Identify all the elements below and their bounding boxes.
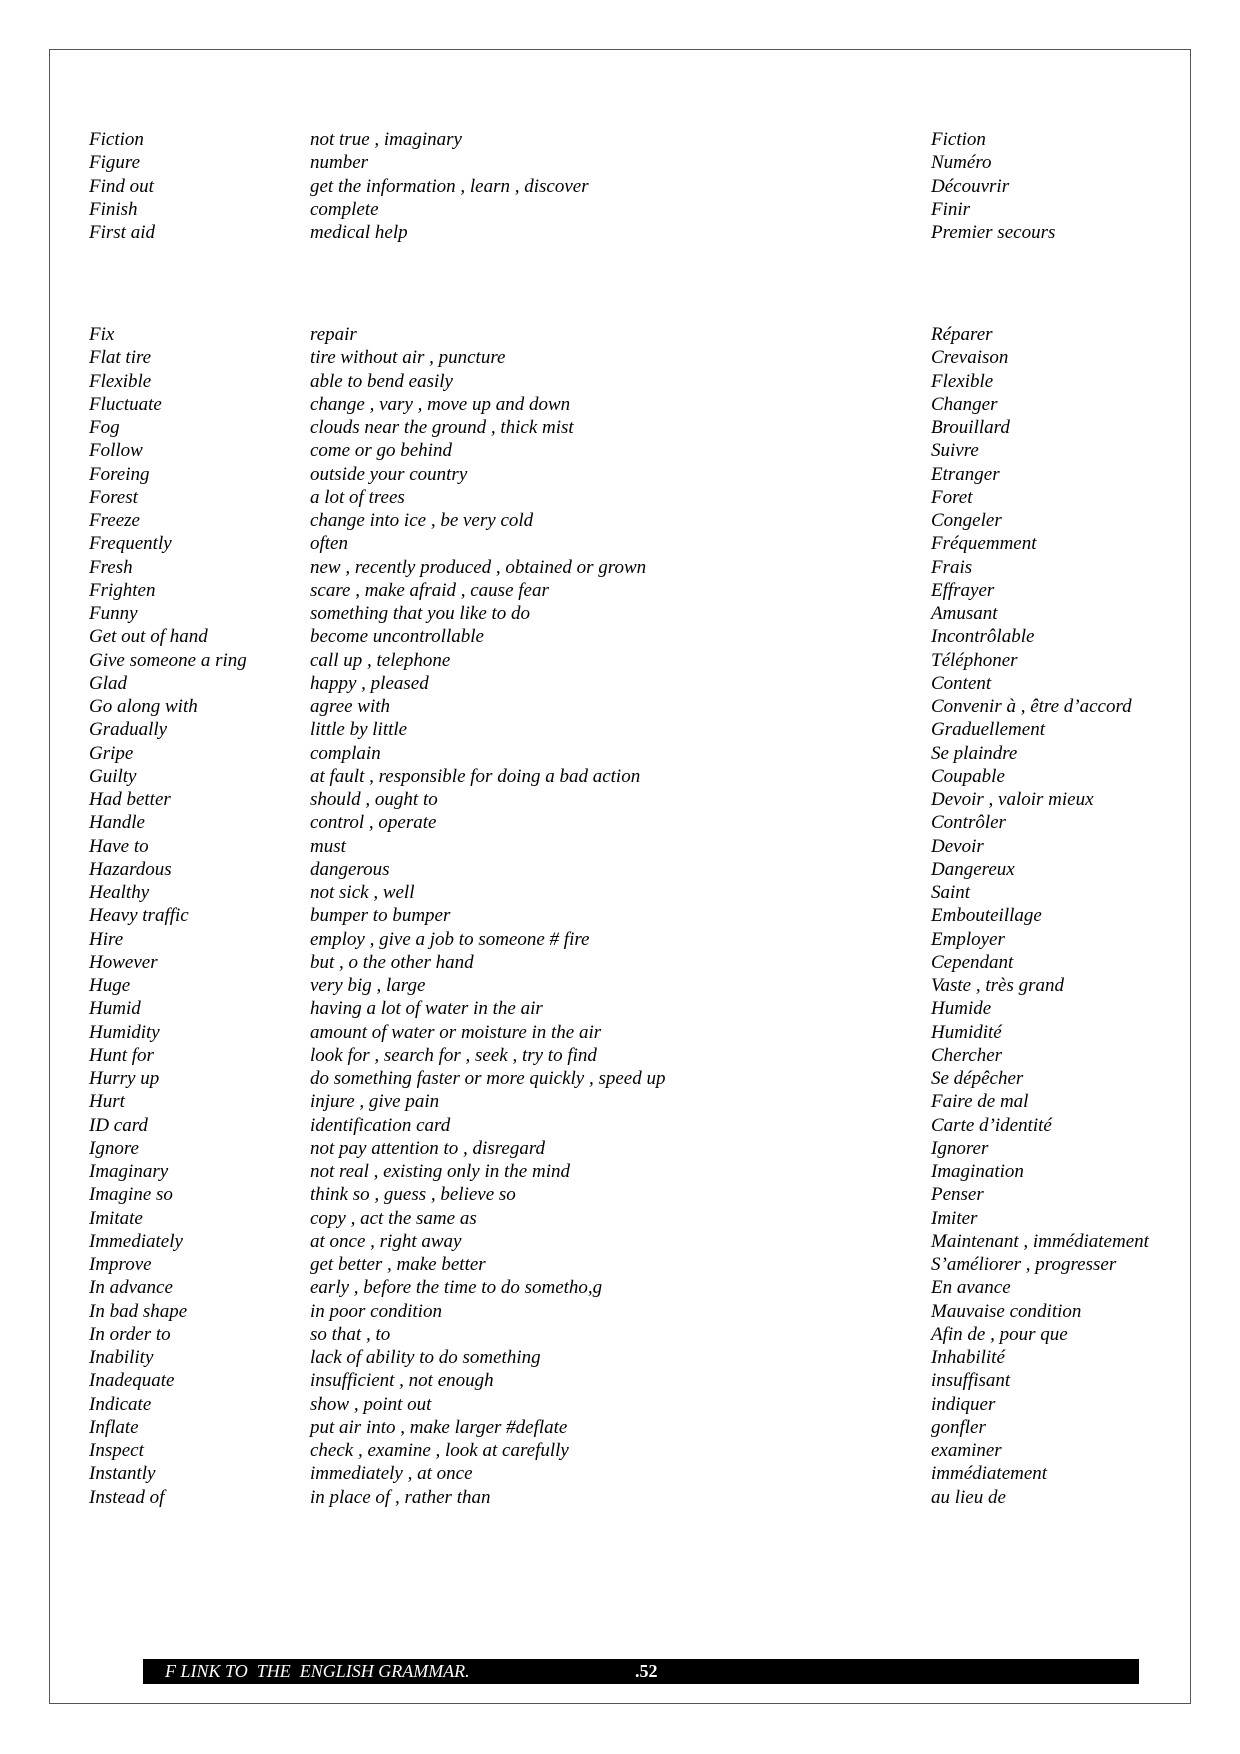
vocab-row xyxy=(89,1252,1209,1278)
vocab-definition: think so , guess , believe so xyxy=(310,1184,516,1206)
vocab-definition: not real , existing only in the mind xyxy=(310,1161,570,1182)
vocab-definition: lack of ability to do something xyxy=(310,1347,541,1368)
vocab-definition: very big , large xyxy=(310,975,426,996)
vocab-term: Inability xyxy=(89,1347,154,1368)
vocab-row xyxy=(89,834,1209,860)
vocab-row xyxy=(89,927,1209,953)
vocab-definition: having a lot of water in the air xyxy=(310,998,543,1020)
vocab-french: Changer xyxy=(931,393,998,415)
vocab-row xyxy=(89,1136,1209,1162)
vocab-french: Imiter xyxy=(931,1207,978,1229)
vocab-row xyxy=(89,671,1209,697)
vocab-definition: check , examine , look at carefully xyxy=(310,1440,569,1461)
vocab-term: Inflate xyxy=(89,1416,139,1438)
vocab-row xyxy=(89,624,1209,650)
vocab-term: Frighten xyxy=(89,579,156,601)
vocab-definition: so that , to xyxy=(310,1323,391,1345)
vocab-term: First aid xyxy=(89,222,155,243)
vocab-french: Ignorer xyxy=(931,1137,989,1159)
vocab-definition: look for , search for , seek , try to find xyxy=(310,1044,597,1066)
vocab-french: Effrayer xyxy=(931,579,995,601)
vocab-french: Humidité xyxy=(931,1021,1002,1043)
vocab-french: insuffisant xyxy=(931,1370,1011,1392)
vocab-french: Employer xyxy=(931,928,1005,950)
vocab-row xyxy=(89,1043,1209,1069)
vocab-row xyxy=(89,1182,1209,1208)
vocab-row xyxy=(89,648,1209,674)
vocab-term: Foreing xyxy=(89,463,150,485)
vocab-row xyxy=(89,741,1209,767)
vocab-term: Get out of hand xyxy=(89,626,208,648)
vocab-row xyxy=(89,485,1209,511)
vocab-french: Découvrir xyxy=(931,175,1010,197)
vocab-definition: but , o the other hand xyxy=(310,951,474,973)
vocab-row xyxy=(89,462,1209,488)
vocab-french: gonfler xyxy=(931,1416,986,1438)
vocab-row xyxy=(89,1485,1209,1511)
vocab-term: Finish xyxy=(89,198,138,220)
vocab-row xyxy=(89,694,1209,720)
vocab-french: Flexible xyxy=(931,370,994,392)
vocab-row xyxy=(89,1066,1209,1092)
vocab-definition: scare , make afraid , cause fear xyxy=(310,579,549,601)
vocab-definition: insufficient , not enough xyxy=(310,1370,494,1392)
vocab-french: Devoir xyxy=(931,835,984,857)
vocab-definition: show , point out xyxy=(310,1393,432,1415)
vocab-definition: get better , make better xyxy=(310,1254,486,1275)
vocab-row xyxy=(89,1299,1209,1325)
vocab-definition: in place of , rather than xyxy=(310,1486,491,1508)
vocab-french: Réparer xyxy=(931,324,993,345)
vocab-term: Inadequate xyxy=(89,1370,175,1392)
vocab-term: Give someone a ring xyxy=(89,649,247,671)
vocab-french: Content xyxy=(931,672,992,694)
vocab-term: Figure xyxy=(89,152,141,174)
vocab-row xyxy=(89,1461,1209,1487)
vocab-definition: not sick , well xyxy=(310,882,415,903)
vocab-term: Fix xyxy=(89,324,115,345)
vocab-term: Fiction xyxy=(89,129,144,150)
vocab-french: Fiction xyxy=(931,129,986,150)
vocab-definition: number xyxy=(310,152,369,174)
vocab-term: Humid xyxy=(89,998,141,1020)
vocab-definition: copy , act the same as xyxy=(310,1207,477,1229)
vocab-definition: little by little xyxy=(310,719,408,741)
vocab-french: Crevaison xyxy=(931,347,1009,369)
vocab-definition: clouds near the ground , thick mist xyxy=(310,417,574,438)
vocab-french: Inhabilité xyxy=(931,1347,1005,1368)
vocab-term: Guilty xyxy=(89,765,137,787)
vocab-definition: control , operate xyxy=(310,812,437,834)
vocab-definition: at fault , responsible for doing a bad action xyxy=(310,765,641,787)
vocab-definition: must xyxy=(310,835,346,857)
vocab-definition: happy , pleased xyxy=(310,672,429,694)
vocab-term: Had better xyxy=(89,789,171,810)
vocab-french: Faire de mal xyxy=(931,1091,1029,1113)
vocab-row xyxy=(89,1089,1209,1115)
vocab-french: Finir xyxy=(931,198,971,220)
vocab-french: Graduellement xyxy=(931,719,1045,741)
vocab-french: Fréquemment xyxy=(931,533,1037,555)
vocab-term: Healthy xyxy=(89,882,150,903)
vocab-term: Humidity xyxy=(89,1021,160,1043)
vocab-french: Foret xyxy=(931,486,973,508)
vocab-term: Inspect xyxy=(89,1440,144,1461)
vocab-term: Hurt xyxy=(89,1091,125,1113)
vocab-term: Fluctuate xyxy=(89,393,162,415)
vocab-definition: call up , telephone xyxy=(310,649,451,671)
vocab-definition: able to bend easily xyxy=(310,370,453,392)
vocab-french: Se dépêcher xyxy=(931,1068,1024,1089)
vocab-row xyxy=(89,531,1209,557)
vocab-french: Saint xyxy=(931,882,971,903)
vocab-row xyxy=(89,438,1209,464)
vocab-definition: identification card xyxy=(310,1114,451,1136)
vocab-term: Flat tire xyxy=(89,347,152,369)
vocab-row xyxy=(89,392,1209,418)
vocab-term: Go along with xyxy=(89,696,198,717)
vocab-term: However xyxy=(89,951,158,973)
vocab-french: Vaste , très grand xyxy=(931,975,1064,996)
vocab-row xyxy=(89,973,1209,999)
vocab-definition: outside your country xyxy=(310,463,468,485)
vocab-definition: not pay attention to , disregard xyxy=(310,1137,546,1159)
vocab-french: Imagination xyxy=(931,1161,1024,1182)
vocab-definition: come or go behind xyxy=(310,440,452,462)
vocab-row xyxy=(89,857,1209,883)
vocab-definition: not true , imaginary xyxy=(310,129,462,150)
vocab-french: Incontrôlable xyxy=(931,626,1035,648)
vocab-definition: bumper to bumper xyxy=(310,905,451,927)
vocab-term: Forest xyxy=(89,486,138,508)
vocab-term: Indicate xyxy=(89,1393,152,1415)
vocab-row xyxy=(89,220,1209,246)
vocab-definition: amount of water or moisture in the air xyxy=(310,1021,602,1043)
vocab-term: Hazardous xyxy=(89,858,172,880)
vocab-french: indiquer xyxy=(931,1393,996,1415)
vocab-definition: repair xyxy=(310,324,357,345)
vocab-term: Hunt for xyxy=(89,1044,154,1066)
vocab-term: Imaginary xyxy=(89,1161,169,1182)
vocab-french: Maintenant , immédiatement xyxy=(931,1230,1149,1252)
vocab-term: In order to xyxy=(89,1323,171,1345)
vocab-definition: do something faster or more quickly , speed up xyxy=(310,1068,666,1089)
vocab-term: Freeze xyxy=(89,510,140,531)
vocab-french: Premier secours xyxy=(931,222,1056,243)
vocab-term: In bad shape xyxy=(89,1300,188,1322)
vocab-definition: immediately , at once xyxy=(310,1463,473,1485)
vocab-french: Téléphoner xyxy=(931,649,1018,671)
vocab-row xyxy=(89,1206,1209,1232)
vocab-term: Improve xyxy=(89,1254,152,1275)
vocab-row xyxy=(89,764,1209,790)
vocab-term: Frequently xyxy=(89,533,172,555)
vocab-term: Funny xyxy=(89,603,138,624)
vocab-row xyxy=(89,903,1209,929)
vocab-row xyxy=(89,787,1209,813)
vocab-definition: put air into , make larger #deflate xyxy=(310,1416,568,1438)
vocab-definition: change into ice , be very cold xyxy=(310,510,534,531)
vocab-term: Flexible xyxy=(89,370,152,392)
vocab-definition: change , vary , move up and down xyxy=(310,393,571,415)
vocab-french: Carte d’identité xyxy=(931,1114,1052,1136)
vocab-definition: agree with xyxy=(310,696,391,717)
vocab-row xyxy=(89,1322,1209,1348)
vocab-french: Suivre xyxy=(931,440,979,462)
vocab-definition: at once , right away xyxy=(310,1230,462,1252)
vocab-term: Instead of xyxy=(89,1486,165,1508)
vocab-definition: something that you like to do xyxy=(310,603,531,624)
vocab-french: S’améliorer , progresser xyxy=(931,1254,1117,1275)
vocab-french: Mauvaise condition xyxy=(931,1300,1082,1322)
vocab-row xyxy=(89,578,1209,604)
vocab-term: Heavy traffic xyxy=(89,905,189,927)
vocab-row xyxy=(89,1415,1209,1441)
vocab-french: Se plaindre xyxy=(931,742,1018,764)
vocab-row xyxy=(89,717,1209,743)
vocab-french: Humide xyxy=(931,998,992,1020)
vocab-term: Instantly xyxy=(89,1463,156,1485)
vocab-row xyxy=(89,810,1209,836)
vocab-row xyxy=(89,1159,1209,1185)
vocab-definition: medical help xyxy=(310,222,408,243)
vocab-term: Immediately xyxy=(89,1230,183,1252)
vocab-term: Glad xyxy=(89,672,127,694)
vocab-definition: should , ought to xyxy=(310,789,438,810)
vocab-term: Ignore xyxy=(89,1137,139,1159)
vocab-french: Embouteillage xyxy=(931,905,1042,927)
vocab-term: Huge xyxy=(89,975,131,996)
vocab-row xyxy=(89,996,1209,1022)
page-number: .52 xyxy=(635,1661,658,1681)
vocab-row xyxy=(89,1275,1209,1301)
vocab-term: Hurry up xyxy=(89,1068,160,1089)
vocab-row xyxy=(89,1368,1209,1394)
vocab-row xyxy=(89,174,1209,200)
vocab-row xyxy=(89,415,1209,441)
vocab-definition: early , before the time to do somethο,g xyxy=(310,1277,603,1299)
vocab-row xyxy=(89,1113,1209,1139)
vocab-row xyxy=(89,880,1209,906)
vocab-french: Dangereux xyxy=(931,858,1015,880)
vocab-row xyxy=(89,1438,1209,1464)
vocab-definition: tire without air , puncture xyxy=(310,347,506,369)
vocab-french: examiner xyxy=(931,1440,1002,1461)
vocab-term: Imitate xyxy=(89,1207,143,1229)
vocab-french: au lieu de xyxy=(931,1486,1006,1508)
vocab-french: Afin de , pour que xyxy=(931,1323,1068,1345)
vocab-row xyxy=(89,601,1209,627)
vocab-term: Imagine so xyxy=(89,1184,173,1206)
vocab-french: Penser xyxy=(931,1184,984,1206)
vocab-row xyxy=(89,950,1209,976)
vocab-row xyxy=(89,555,1209,581)
vocab-row xyxy=(89,322,1209,348)
vocab-term: Gripe xyxy=(89,742,134,764)
vocab-french: Numéro xyxy=(931,152,992,174)
vocab-row xyxy=(89,150,1209,176)
vocab-french: Contrôler xyxy=(931,812,1006,834)
vocab-term: Fresh xyxy=(89,556,133,578)
vocab-row xyxy=(89,1020,1209,1046)
vocab-term: Hire xyxy=(89,928,124,950)
vocab-term: Follow xyxy=(89,440,143,462)
vocab-french: Etranger xyxy=(931,463,1000,485)
vocab-row xyxy=(89,369,1209,395)
vocab-term: Handle xyxy=(89,812,145,834)
vocab-french: Frais xyxy=(931,556,973,578)
vocab-row xyxy=(89,508,1209,534)
vocab-term: ID card xyxy=(89,1114,148,1136)
vocab-row xyxy=(89,1392,1209,1418)
vocab-definition: get the information , learn , discover xyxy=(310,175,589,197)
vocab-definition: injure , give pain xyxy=(310,1091,440,1113)
vocab-term: Fog xyxy=(89,417,120,438)
vocab-row xyxy=(89,345,1209,371)
footer-bar xyxy=(143,1659,1139,1684)
vocab-french: Chercher xyxy=(931,1044,1003,1066)
vocab-french: En avance xyxy=(931,1277,1011,1299)
vocab-row xyxy=(89,127,1209,153)
vocab-definition: complete xyxy=(310,198,379,220)
vocab-row xyxy=(89,1229,1209,1255)
vocab-term: Have to xyxy=(89,835,149,857)
vocab-term: Gradually xyxy=(89,719,168,741)
vocab-definition: in poor condition xyxy=(310,1300,442,1322)
footer-title: F LINK TO THE ENGLISH GRAMMAR. xyxy=(165,1661,470,1681)
vocab-term: In advance xyxy=(89,1277,173,1299)
vocab-french: Congeler xyxy=(931,510,1002,531)
vocab-definition: a lot of trees xyxy=(310,486,405,508)
vocab-definition: new , recently produced , obtained or grown xyxy=(310,556,647,578)
vocab-definition: employ , give a job to someone # fire xyxy=(310,928,590,950)
vocab-term: Find out xyxy=(89,175,154,197)
vocab-french: Brouillard xyxy=(931,417,1010,438)
vocab-french: Cependant xyxy=(931,951,1014,973)
vocab-french: immédiatement xyxy=(931,1463,1048,1485)
vocab-definition: dangerous xyxy=(310,858,390,880)
vocab-definition: complain xyxy=(310,742,381,764)
vocab-french: Devoir , valoir mieux xyxy=(931,789,1094,810)
vocab-definition: become uncontrollable xyxy=(310,626,484,648)
vocab-row xyxy=(89,1345,1209,1371)
vocab-row xyxy=(89,197,1209,223)
vocab-definition: often xyxy=(310,533,348,555)
vocab-french: Amusant xyxy=(931,603,998,624)
vocab-french: Coupable xyxy=(931,765,1005,787)
vocab-french: Convenir à , être d’accord xyxy=(931,696,1132,717)
